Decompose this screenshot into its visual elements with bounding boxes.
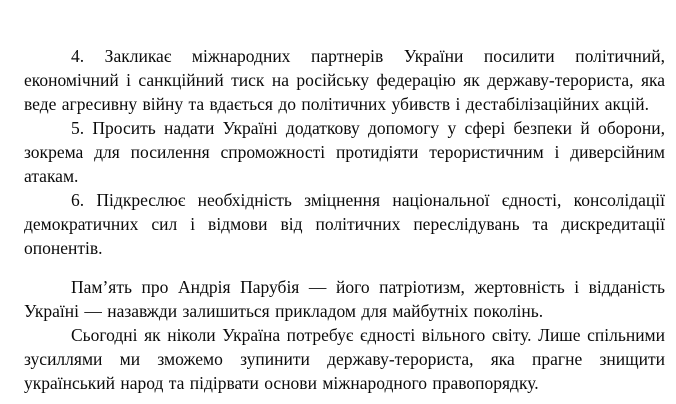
- paragraph-closing: Сьогодні як ніколи Україна потребує єдності вільного світу. Лише спільними зусиллями ми зможемо зупинити державу-терориста, яка прагне знищити український народ та підірвати основи міжнародного правопорядку.: [24, 325, 665, 393]
- paragraph-item-4: 4. Закликає міжнародних партнерів України посилити політичний, економічний і санкційний тиск на російську федерацію як державу-терориста, яка веде агресивну війну та вдається до політичних убивств і дестабілізаційних акцій.: [24, 46, 665, 114]
- paragraph-item-6: 6. Підкреслює необхідність зміцнення національної єдності, консолідації демократичних сил і відмови від політичних переслідувань та дискредитації опонентів.: [24, 190, 665, 258]
- paragraph-memorial: Пам’ять про Андрія Парубія — його патріотизм, жертовність і відданість Україні — назавжди залишиться прикладом для майбутніх поколінь.: [24, 277, 665, 321]
- paragraph-item-5: 5. Просить надати Україні додаткову допомогу у сфері безпеки й оборони, зокрема для посилення спроможності протидіяти терористичним і диверсійним атакам.: [24, 118, 665, 186]
